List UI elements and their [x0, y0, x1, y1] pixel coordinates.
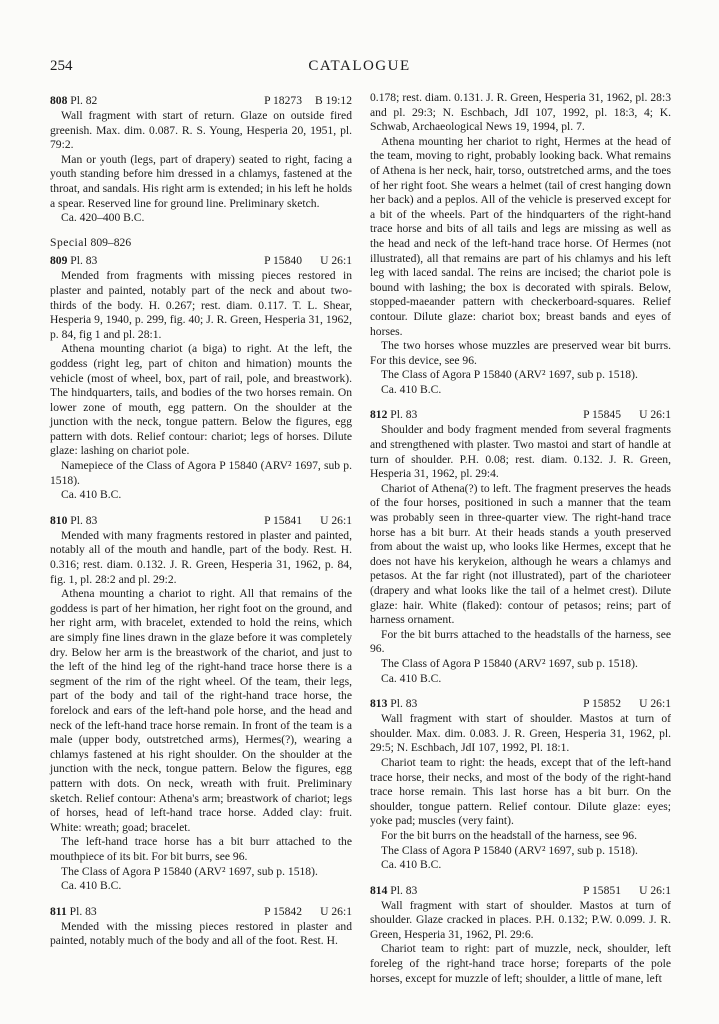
- entry-809-date: Ca. 410 B.C.: [61, 488, 122, 502]
- plate-ref: Pl. 83: [390, 697, 418, 711]
- inventory-number: P 15851: [583, 883, 621, 897]
- deposit-number: U 26:1: [320, 254, 352, 268]
- entry-813-bit-burr: For the bit burrs on the headstall of the harness, see 96.: [381, 828, 637, 842]
- plate-ref: Pl. 83: [69, 904, 97, 918]
- entry-808-header: [50, 94, 352, 109]
- entry-814-header: [370, 884, 671, 899]
- entry-813-header: [370, 697, 671, 712]
- entry-810-subject: Athena mounting a chariot to right. All that remains of the goddess is part of her himation, her right foot on the ground, and her right arm, with bracelet, extended to hold the reins, which are simply fine lines drawn in the glaze before it was completely dry. Below her arm is the breastwork of the chariot, and just to the left of the hind leg of the right-hand trace horse there is a segment of the rim of the right wheel. Of the team, their legs, part of the body and tail of the right-hand trace horse, the forelock and ears of the left-hand pole horse, and the head and neck of the left-hand trace horse remain. In front of the team is a male (upper body, outstretched arms), Hermes(?), wearing a chlamys fastened at his right shoulder. On the shoulder at the junction with the neck, tongue pattern. Below the figures, egg pattern with dots. On neck, wreath with fruit. Preliminary sketch. Relief contour: Athena's arm; breastwork of chariot; legs of horses, head of left-hand trace horse. Added clay: fruit. White: wreath; goad; bracelet.: [50, 587, 352, 834]
- entry-814-description: Wall fragment with start of shoulder. Mastos at turn of shoulder. Glaze cracked in places. P.H. 0.132; P.W. 0.099. J. R. Green, Hesperia 31, 1962, Pl. 29:6.: [370, 898, 671, 941]
- deposit-number: U 26:1: [639, 697, 671, 711]
- entry-812-subject: Chariot of Athena(?) to left. The fragment preserves the heads of the four horses, positioned in such a manner that the team was probably seen in three-quarter view. The right-hand trace horse has a bit burr. At their heads stands a youth preserved from about the waist up, who looks like Hermes, except that he does not have his kerykeion, although he wears a chlamys and petasos. At the far right (not illustrated), part of the charioteer (drapery and what looks like the tail of a helmet crest). Dilute glaze: hair. White (flaked): contour of petasos; reins; part of harness ornament.: [370, 481, 671, 627]
- inventory-number: P 15840: [264, 254, 302, 268]
- entry-811-header: [50, 905, 352, 920]
- entry-812-bit-burr: For the bit burrs attached to the headstalls of the harness, see 96.: [370, 627, 671, 656]
- deposit-number: U 26:1: [320, 513, 352, 527]
- deposit-number: U 26:1: [320, 904, 352, 918]
- plate-ref: Pl. 83: [390, 408, 418, 422]
- section-label: Special: [50, 235, 88, 249]
- entry-number: 810: [50, 513, 68, 527]
- entry-808-description: Wall fragment with start of return. Glaze on outside fired greenish. Max. dim. 0.087. R. S. Young, Hesperia 20, 1951, pl. 79:2.: [50, 109, 352, 152]
- deposit-number: B 19:12: [314, 94, 352, 107]
- entry-813-class: The Class of Agora P 15840 (ARV² 1697, sub p. 1518).: [381, 843, 638, 857]
- entry-811-bit-burr: The two horses whose muzzles are preserved wear bit burrs. For this device, see 96.: [370, 339, 671, 367]
- plate-ref: Pl. 83: [390, 883, 418, 897]
- entry-810-description: Mended with many fragments restored in plaster and painted, notably all of the mouth and handle, part of the body. Rest. H. 0.316; rest. diam. 0.132. J. R. Green, Hesperia 31, 1962, p. 84, fig. 1, pl. 28:2 and pl. 29:2.: [50, 528, 352, 586]
- entry-811-description-cont: 0.178; rest. diam. 0.131. J. R. Green, Hesperia 31, 1962, pl. 28:3 and pl. 29:3; N. Eschbach, JdI 107, 1992, pl. 18:3, 4; K. Schwab, Archaeological News 19, 1994, pl. 7.: [370, 91, 671, 134]
- page-number: 254: [50, 58, 73, 74]
- inventory-number: P 18273: [264, 94, 302, 107]
- entry-number: 812: [370, 408, 388, 422]
- entry-812-date: Ca. 410 B.C.: [381, 671, 442, 685]
- entry-813-description: Wall fragment with start of shoulder. Mastos at turn of shoulder. Max. dim. 0.083. J. R. Green, Hesperia 31, 1962, pl. 29:5; N. Eschbach, JdI 107, 1992, Pl. 18:1.: [370, 712, 671, 755]
- entry-811-subject: Athena mounting her chariot to right, Hermes at the head of the team, moving to right, probably looking back. What remains of Athena is her neck, hair, torso, outstretched arms, and the toes of her right foot. She wears a helmet (tail of crest hanging down her back) and a peplos. All of the vehicle is preserved except for a bit of the wheels. Part of the hindquarters of the right-hand trace horse and bits of all tails and legs are missing as well as the head and neck of the left-hand trace horse. Of Hermes (not illustrated), all that remains are part of his chlamys and his left leg with laced sandal. The reins are incised; the chariot pole is bound with lashing; the box is decorated with spirals. Below, stopped-maeander pattern with checkerboard-squares. Relief contour. Dilute glaze: chariot box; breast bands and eyes of horses.: [370, 134, 671, 338]
- entry-811-date: Ca. 410 B.C.: [381, 382, 442, 396]
- entry-number: 814: [370, 883, 388, 897]
- section-heading: [50, 236, 352, 251]
- left-column: [50, 91, 352, 949]
- entry-809-header: [50, 254, 352, 269]
- entry-810-class: The Class of Agora P 15840 (ARV² 1697, sub p. 1518).: [61, 864, 318, 878]
- entry-809-class: Namepiece of the Class of Agora P 15840 (ARV² 1697, sub p. 1518).: [50, 459, 352, 487]
- entry-814-subject: Chariot team to right: part of muzzle, neck, shoulder, left foreleg of the right-hand trace horse; foreparts of the pole horses, except for muzzle of left; shoulder, a little of mane, left: [370, 942, 671, 985]
- plate-ref: Pl. 83: [70, 254, 98, 268]
- entry-812-description: Shoulder and body fragment mended from several fragments and strengthened with plaster. Two mastoi and start of handle at turn of shoulder. P.H. 0.08; rest. diam. 0.132. J. R. Green, Hesperia 31, 1962, pl. 29:4.: [370, 423, 671, 481]
- entry-810-header: [50, 514, 352, 529]
- entry-811-description: Mended with the missing pieces restored in plaster and painted, notably much of the body and all of the foot. Rest. H.: [50, 919, 352, 948]
- entry-811-class: The Class of Agora P 15840 (ARV² 1697, sub p. 1518).: [381, 368, 638, 382]
- entry-number: 809: [50, 254, 68, 268]
- plate-ref: Pl. 82: [70, 94, 98, 107]
- section-range: 809–826: [90, 235, 132, 249]
- inventory-number: P 15841: [264, 513, 302, 527]
- entry-812-header: [370, 408, 671, 423]
- plate-ref: Pl. 83: [70, 513, 98, 527]
- entry-810-date: Ca. 410 B.C.: [61, 879, 122, 893]
- entry-810-bit-burr: The left-hand trace horse has a bit burr attached to the mouthpiece of its bit. For bit burrs, see 96.: [50, 835, 352, 863]
- entry-number: 808: [50, 94, 68, 107]
- deposit-number: U 26:1: [639, 408, 671, 422]
- entry-number: 811: [50, 904, 67, 918]
- right-column: [370, 91, 671, 986]
- entry-813-subject: Chariot team to right: the heads, except that of the left-hand trace horse, their necks, and most of the body of the right-hand trace horse remain. This last horse has a bit burr. On the shoulder, tongue pattern. Relief contour. Dilute glaze: eyes; yoke pad; muscles (very faint).: [370, 755, 671, 828]
- entry-number: 813: [370, 697, 388, 711]
- inventory-number: P 15842: [264, 904, 302, 918]
- running-title: CATALOGUE: [308, 58, 411, 74]
- entry-812-class: The Class of Agora P 15840 (ARV² 1697, sub p. 1518).: [381, 656, 638, 670]
- inventory-number: P 15845: [583, 408, 621, 422]
- entry-809-description: Mended from fragments with missing pieces restored in plaster and painted, notably part of the neck and about two-thirds of the body. H. 0.267; rest. diam. 0.117. T. L. Shear, Hesperia 9, 1940, p. 299, fig. 40; J. R. Green, Hesperia 31, 1962, p. 84, fig 1 and pl. 28:1.: [50, 269, 352, 341]
- deposit-number: U 26:1: [639, 883, 671, 897]
- entry-813-date: Ca. 410 B.C.: [381, 858, 442, 872]
- entry-809-subject: Athena mounting chariot (a biga) to right. At the left, the goddess (right leg, part of chiton and himation) mounts the vehicle (most of wheel, box, part of rail, pole, and breastwork). The hindquarters, tails, and bodies of the two horses remain. On lower zone of mouth, egg pattern. On the shoulder at the junction with the neck, tongue pattern. Below the figures, egg pattern with dots. Relief contour: chariot; legs of horses. Dilute glaze: lashing on chariot pole.: [50, 342, 352, 458]
- inventory-number: P 15852: [583, 697, 621, 711]
- entry-808-date: Ca. 420–400 B.C.: [61, 211, 145, 225]
- entry-808-subject: Man or youth (legs, part of drapery) seated to right, facing a youth standing before him dressed in a chlamys, fastened at the throat, and sandals. His right arm is extended; in his left he holds a spear. Reserved line for ground line. Preliminary sketch.: [50, 152, 352, 210]
